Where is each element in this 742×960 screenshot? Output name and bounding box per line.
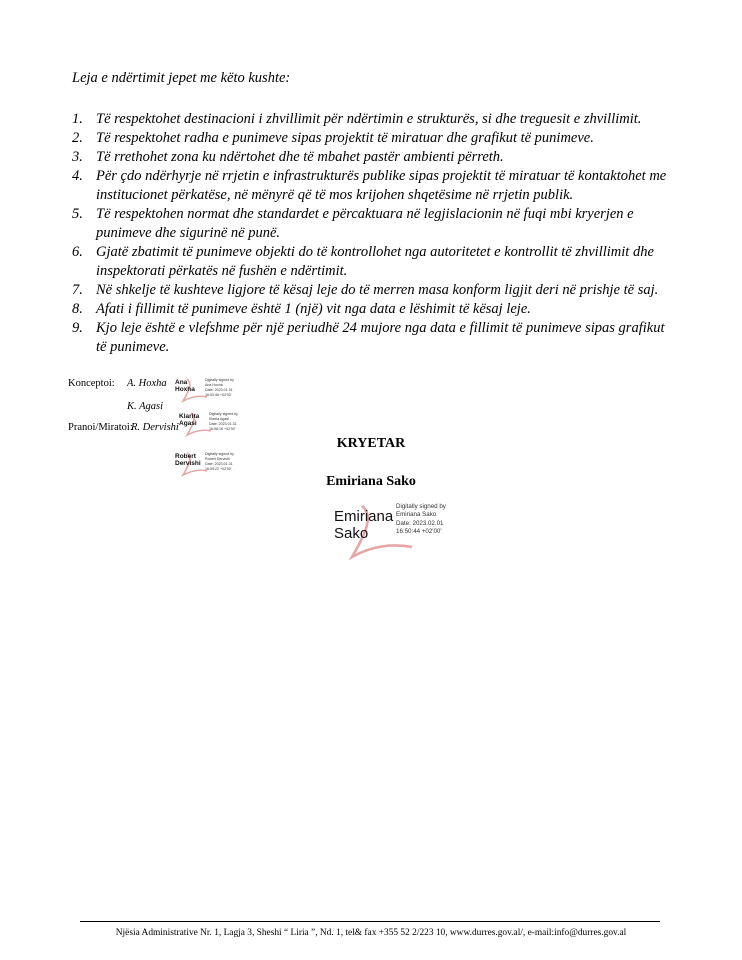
condition-text: Të respektohet destinacioni i zhvillimit për ndërtimin e strukturës, si dhe treguesit e zhvillimit. [96,111,642,127]
signature-details: Digitally signed by Robert Dervishi Date: 2023.01.31 16:59:22 +02'00' [205,452,234,471]
condition-number: 7. [72,282,83,298]
condition-text: Gjatë zbatimit të punimeve objekti do të kontrollohet nga autoritetet e kontrollit të zhvillimit dhe inspektorati përkatës në fushën e ndërtimit. [96,244,654,279]
concept-name-agasi: K. Agasi [127,401,163,412]
condition-item [72,243,672,281]
condition-text: Afati i fillimit të punimeve është 1 (një) vit nga data e lëshimit të kësaj leje. [96,301,531,317]
signature-details: Digitally signed by Ana Hoxha Date: 2023.01.31 16:53:46 +02'00' [205,378,234,397]
condition-text: Të respektohen normat dhe standardet e përcaktuara në legjislacionin në fuqi mbi kryerjen e punimeve dhe sigurinë në punë. [96,206,634,241]
condition-number: 2. [72,130,83,146]
footer-divider [80,921,660,922]
condition-item [72,129,672,148]
condition-item [72,319,672,357]
chair-name: Emiriana Sako [326,474,416,489]
condition-item [72,281,672,300]
footer-contact: Njësia Administrative Nr. 1, Lagja 3, Sheshi “ Liria ”, Nd. 1, tel& fax +355 52 2/223 10, www.durres.gov.al/, e-mail:info@durres.gov.al [115,928,627,938]
condition-number: 9. [72,320,83,336]
signature-details: Digitally signed by Emiriana Sako Date: 2023.02.01 16:50:44 +02'00' [396,503,446,536]
condition-item [72,167,672,205]
signer-name: Robert Dervishi [175,453,201,468]
condition-number: 8. [72,301,83,317]
condition-text: Kjo leje është e vlefshme për një periudhë 24 mujore nga data e fillimit të punimeve sipas grafikut të punimeve. [96,320,665,355]
signature-details: Digitally signed by Klarita Agasi Date: 2023.01.31 16:56:16 +02'00' [209,412,238,431]
condition-number: 4. [72,168,83,184]
condition-item [72,205,672,243]
approved-name: R. Dervishi [131,422,179,433]
condition-text: Të rrethohet zona ku ndërtohet dhe të mbahet pastër ambienti përreth. [96,149,504,165]
concept-name-hoxha: A. Hoxha [127,378,167,389]
approved-label: Pranoi/Miratoi: [68,422,133,433]
condition-item [72,300,672,319]
condition-number: 6. [72,244,83,260]
signer-name: Emiriana Sako [334,508,394,543]
condition-number: 1. [72,111,83,127]
conditions-intro: Leja e ndërtimit jepet me këto kushte: [72,70,291,86]
conditions-list [72,110,672,357]
condition-item [72,148,672,167]
chair-title: KRYETAR [336,436,406,451]
condition-text: Për çdo ndërhyrje në rrjetin e infrastrukturës publike sipas projektit të miratuar të kontaktohet me institucionet përkatëse, në mënyrë që të mos krijohen shqetësime në rrjetin publik. [96,168,667,203]
signer-name: Klarita Agasi [179,413,200,428]
condition-text: Të respektohet radha e punimeve sipas projektit të miratuar dhe grafikut të punimeve. [96,130,594,146]
condition-number: 3. [72,149,83,165]
signer-name: Ana Hoxha [175,379,195,394]
concept-label: Konceptoi: [68,378,115,389]
condition-item [72,110,672,129]
condition-text: Në shkelje të kushteve ligjore të kësaj leje do të merren masa konform ligjit deri në prishje të saj. [96,282,659,298]
condition-number: 5. [72,206,83,222]
